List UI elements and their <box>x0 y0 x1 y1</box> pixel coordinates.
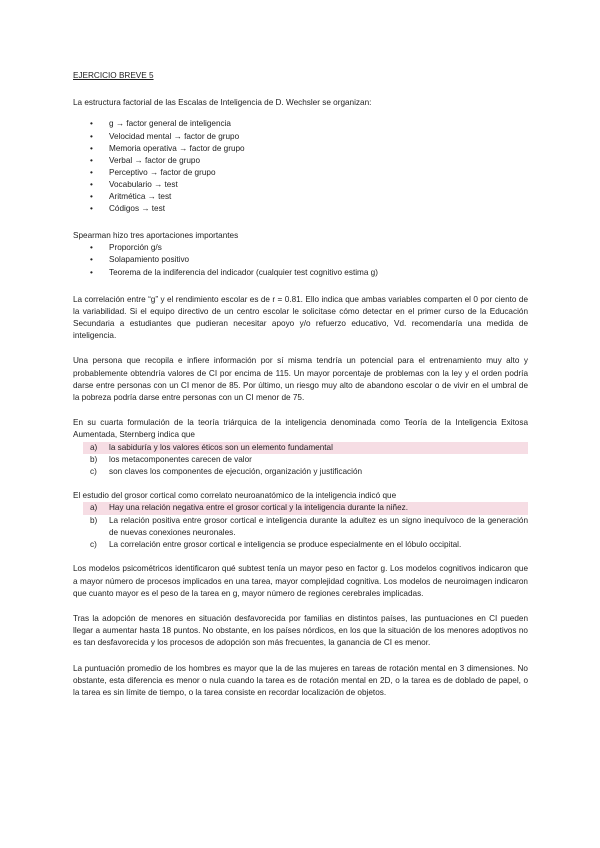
list-item: • Aritmética → test <box>73 191 528 203</box>
option-item <box>73 466 528 478</box>
option-item <box>73 454 528 466</box>
option-item <box>73 539 528 551</box>
wechsler-list <box>73 118 528 215</box>
list-item: • Verbal → factor de grupo <box>73 155 528 167</box>
option-text: La correlación entre grosor cortical e inteligencia se produce especialmente en el lóbulo occipital. <box>109 540 462 550</box>
list-item: • g → factor general de inteligencia <box>73 118 528 130</box>
spearman-intro: Spearman hizo tres aportaciones importantes <box>73 231 239 241</box>
list-item: • Solapamiento positivo <box>73 254 528 266</box>
option-letter: b) <box>90 515 98 525</box>
paragraph-rotation: La puntuación promedio de los hombres es mayor que la de las mujeres en tareas de rotación mental en 3 dimensiones. No obstante, esta diferencia es menor o nula cuando la tarea es de rotación mental en 2D, o la tarea es de doblado de papel, o la tarea es sin límite de tiempo, o la tarea consiste en recordar localización de objetos. <box>73 663 528 697</box>
option-letter: a) <box>90 442 98 452</box>
option-letter: c) <box>90 540 97 550</box>
option-text: La relación positiva entre grosor cortical e inteligencia durante la adultez es un signo inequívoco de la generación de nuevas conexiones neuronales. <box>109 515 528 537</box>
option-text: la sabiduría y los valores éticos son un elemento fundamental <box>109 442 333 452</box>
option-letter: c) <box>90 467 97 477</box>
cortical-intro: El estudio del grosor cortical como correlato neuroanatómico de la inteligencia indicó que <box>73 491 397 501</box>
paragraph-correlation: La correlación entre “g” y el rendimiento escolar es de r = 0.81. Ello indica que ambas variables comparten el 0 por ciento de la variabilidad. Si el equipo directivo de un centro escolar le solicitase cómo detectar en el primer curso de la Educación Secundaria a estudiantes que pudieran necesitar apoyo y/o refuerzo educativo, Vd. recomendaría una medida de inteligencia. <box>73 294 528 341</box>
option-item-highlighted <box>83 442 528 454</box>
list-item: • Velocidad mental → factor de grupo <box>73 131 528 143</box>
paragraph-adoption: Tras la adopción de menores en situación desfavorecida por familias en distintos países, las puntuaciones en CI pueden llegar a aumentar hasta 18 puntos. No obstante, en los países nórdicos, en los que la situación de los menores adoptivos no es tan desfavorecida y los procesos de adopción son más frecuentes, la ganancia de CI es menor. <box>73 613 528 648</box>
option-letter: a) <box>90 503 98 513</box>
paragraph-models: Los modelos psicométricos identificaron qué subtest tenía un mayor peso en factor g. Los modelos cognitivos indicaron que a mayor número de procesos implicados en una tarea, mayor complejidad cognitiva. Los modelos de neuroimagen indicaron que cuanto mayor es el peso de la tarea en g, mayor número de regiones cerebrales implicadas. <box>73 564 528 598</box>
paragraph-potential: Una persona que recopila e infiere información por sí misma tendría un potencial para el entrenamiento muy alto y probablemente obtendría valores de CI por encima de 115. Un mayor porcentaje de problemas con la ley y el orden podría darse entre personas con un CI menor de 85. Por último, un riesgo muy alto de abandono escolar o de vivir en el umbral de la pobreza podría darse entre personas con un CI menor de 75. <box>73 356 528 403</box>
option-item <box>73 515 528 539</box>
list-item: • Proporción g/s <box>73 242 528 254</box>
list-item: • Perceptivo → factor de grupo <box>73 167 528 179</box>
option-text: son claves los componentes de ejecución, organización y justificación <box>109 467 363 477</box>
cortical-options <box>73 502 528 551</box>
option-letter: b) <box>90 454 98 464</box>
list-item: • Códigos → test <box>73 203 528 215</box>
option-item-highlighted <box>83 502 528 514</box>
list-item: • Memoria operativa → factor de grupo <box>73 143 528 155</box>
spearman-list <box>73 242 528 278</box>
list-item: • Vocabulario → test <box>73 179 528 191</box>
list-item: • Teorema de la indiferencia del indicador (cualquier test cognitivo estima g) <box>73 267 528 279</box>
wechsler-intro: La estructura factorial de las Escalas de Inteligencia de D. Wechsler se organizan: <box>73 98 372 108</box>
option-text: los metacomponentes carecen de valor <box>109 454 252 464</box>
sternberg-intro: En su cuarta formulación de la teoría triárquica de la inteligencia denominada como Teoría de la Inteligencia Exitosa Aumentada, Sternberg indica que <box>73 418 528 440</box>
option-text: Hay una relación negativa entre el grosor cortical y la inteligencia durante la niñez. <box>109 503 409 513</box>
sternberg-options <box>73 442 528 479</box>
exercise-heading: EJERCICIO BREVE 5 <box>73 71 154 80</box>
